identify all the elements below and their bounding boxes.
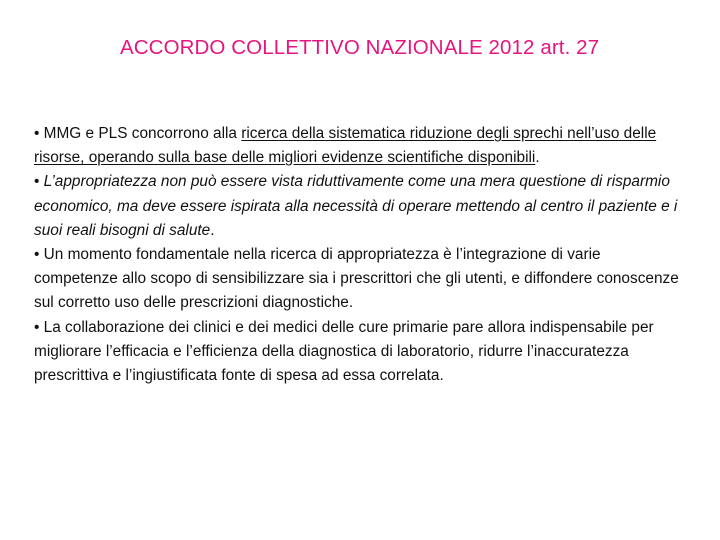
bullet-item-3 [34, 243, 684, 316]
bullet-item-1 [34, 122, 684, 170]
bullet-italic-text: L’appropriatezza non può essere vista riduttivamente come una mera questione di risparmio economico, ma deve essere ispirata alla necessità di operare mettendo al centro il paziente e i suoi reali bisogni di salute [34, 173, 678, 239]
bullet-item-4 [34, 316, 684, 389]
bullet-marker: • [34, 125, 40, 142]
bullet-text-end: . [535, 149, 540, 167]
bullet-text-end: . [210, 221, 215, 239]
slide-body [34, 122, 684, 388]
bullet-item-2 [34, 170, 684, 243]
bullet-text: MMG e PLS concorrono alla [39, 125, 242, 142]
bullet-text: La collaborazione dei clinici e dei medici delle cure primarie pare allora indispensabile per migliorare l’efficacia e l’efficienza della diagnostica di laboratorio, ridurre l’inaccuratezza prescrittiva e l’ingiustificata fonte di spesa ad essa correlata. [34, 318, 654, 385]
bullet-text: Un momento fondamentale nella ricerca di appropriatezza è l’integrazione di varie competenze allo scopo di sensibilizzare sia i prescrittori che gli utenti, e diffondere conoscenze sul corretto uso delle prescrizioni diagnostiche. [34, 246, 679, 312]
bullet-underlined-text: ricerca della sistematica riduzione degli sprechi nell’uso delle risorse, operando sulla base delle migliori evidenze scientifiche disponibili [34, 125, 657, 167]
bullet-marker: • [34, 318, 40, 336]
bullet-marker: • [34, 173, 40, 191]
bullet-marker: • [34, 246, 40, 264]
slide-title: ACCORDO COLLETTIVO NAZIONALE 2012 art. 27 [120, 36, 600, 59]
